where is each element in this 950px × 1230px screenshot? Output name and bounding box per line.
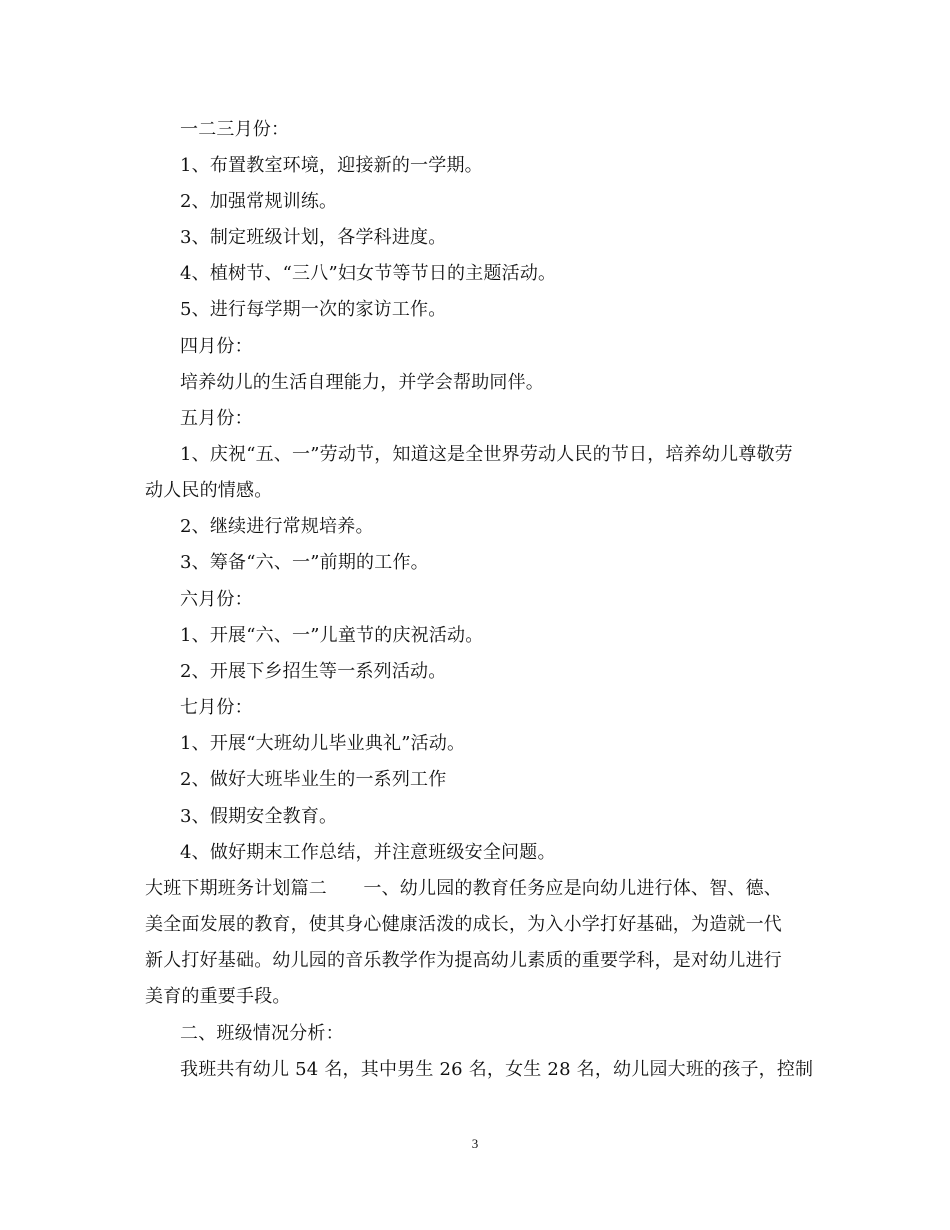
- body-paragraph-line: 我班共有幼儿 54 名，其中男生 26 名，女生 28 名，幼儿园大班的孩子，控制: [180, 1059, 814, 1080]
- section-heading-june: 六月份：: [180, 589, 253, 610]
- plan-item: 2、做好大班毕业生的一系列工作: [180, 769, 447, 790]
- section-heading-july: 七月份：: [180, 697, 253, 718]
- plan-item: 2、开展下乡招生等一系列活动。: [180, 661, 447, 682]
- plan-item: 2、继续进行常规培养。: [180, 516, 374, 537]
- body-paragraph-line: 新人打好基础。幼儿园的音乐教学作为提高幼儿素质的重要学科，是对幼儿进行: [145, 950, 782, 971]
- plan-item: 5、进行每学期一次的家访工作。: [180, 299, 447, 320]
- page-number: 3: [471, 1136, 479, 1151]
- plan-item: 1、开展“大班幼儿毕业典礼”活动。: [180, 733, 466, 754]
- plan-item: 4、植树节、“三八”妇女节等节日的主题活动。: [180, 263, 557, 284]
- section-heading-may: 五月份：: [180, 408, 253, 429]
- section-heading-class-analysis: 二、班级情况分析：: [180, 1023, 344, 1044]
- plan-item: 3、制定班级计划，各学科进度。: [180, 227, 447, 248]
- plan-item: 2、加强常规训练。: [180, 191, 338, 212]
- section-heading-april: 四月份：: [180, 336, 253, 357]
- plan-item: 1、布置教室环境，迎接新的一学期。: [180, 155, 483, 176]
- body-paragraph-line: 美育的重要手段。: [145, 986, 291, 1007]
- body-paragraph-line: 大班下期班务计划篇二 一、幼儿园的教育任务应是向幼儿进行体、智、德、: [145, 878, 782, 899]
- plan-item: 3、假期安全教育。: [180, 806, 338, 827]
- plan-item: 3、筹备“六、一”前期的工作。: [180, 552, 429, 573]
- plan-item-continuation: 动人民的情感。: [145, 480, 273, 501]
- plan-item: 4、做好期末工作总结，并注意班级安全问题。: [180, 842, 556, 863]
- plan-item: 1、庆祝“五、一”劳动节，知道这是全世界劳动人民的节日，培养幼儿尊敬劳: [180, 444, 793, 465]
- section-heading-jan-mar: 一二三月份：: [180, 119, 290, 140]
- body-paragraph-line: 美全面发展的教育，使其身心健康活泼的成长，为入小学打好基础，为造就一代: [145, 914, 782, 935]
- plan-item: 培养幼儿的生活自理能力，并学会帮助同伴。: [180, 372, 544, 393]
- plan-item: 1、开展“六、一”儿童节的庆祝活动。: [180, 625, 484, 646]
